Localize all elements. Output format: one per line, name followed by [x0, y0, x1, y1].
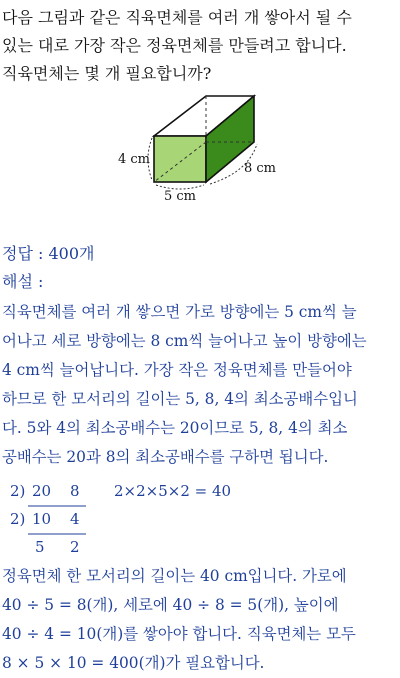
solution-line: 40 ÷ 4 = 10(개)를 쌓아야 합니다. 직육면체는 모두 — [2, 625, 356, 643]
question-line: 직육면체는 몇 개 필요합니까? — [2, 64, 212, 83]
question-text — [2, 4, 398, 88]
solution-line: 8 × 5 × 10 = 400(개)가 필요합니다. — [2, 654, 265, 672]
dividend: 8 — [70, 482, 80, 500]
lcm-product: 2×2×5×2 = 40 — [114, 482, 232, 500]
solution-heading: 해설 : — [2, 272, 44, 291]
quotient: 10 — [32, 510, 52, 528]
remainder-value: 2 — [70, 538, 80, 556]
question-line: 있는 대로 가장 작은 정육면체를 만들려고 합니다. — [2, 36, 347, 55]
division-lines — [6, 482, 96, 562]
quotient: 4 — [70, 510, 80, 528]
depth-label: 8 cm — [244, 161, 277, 176]
solution-line: 정육면체 한 모서리의 길이는 40 cm입니다. 가로에 — [2, 567, 347, 585]
solution-line: 40 ÷ 5 = 8(개), 세로에 40 ÷ 8 = 5(개), 높이에 — [2, 596, 339, 614]
solution-line: 4 cm씩 늘어납니다. 가장 작은 정육면체를 만들어야 — [2, 361, 352, 379]
height-label: 4 cm — [118, 152, 151, 167]
solution-line: 공배수는 20과 8의 최소공배수를 구하면 됩니다. — [2, 448, 329, 466]
width-label: 5 cm — [164, 189, 197, 204]
divisor: 2) — [10, 510, 26, 528]
solution-line: 다. 5와 4의 최소공배수는 20이므로 5, 8, 4의 최소 — [2, 419, 348, 437]
question-line: 다음 그림과 같은 직육면체를 여러 개 쌓아서 될 수 — [2, 8, 352, 27]
remainder-value: 5 — [35, 538, 45, 556]
solution-line: 어나고 세로 방향에는 8 cm씩 늘어나고 높이 방향에는 — [2, 332, 367, 350]
solution-line: 직육면체를 여러 개 쌓으면 가로 방향에는 5 cm씩 늘 — [2, 303, 357, 321]
cuboid-front-face — [154, 136, 206, 182]
solution-line: 하므로 한 모서리의 길이는 5, 8, 4의 최소공배수입니 — [2, 390, 358, 408]
answer-line: 정답 : 400개 — [2, 244, 95, 263]
dividend: 20 — [32, 482, 52, 500]
solution-text — [2, 298, 398, 472]
divisor: 2) — [10, 482, 26, 500]
cuboid-figure — [118, 92, 288, 204]
solution-text-2 — [2, 562, 398, 678]
